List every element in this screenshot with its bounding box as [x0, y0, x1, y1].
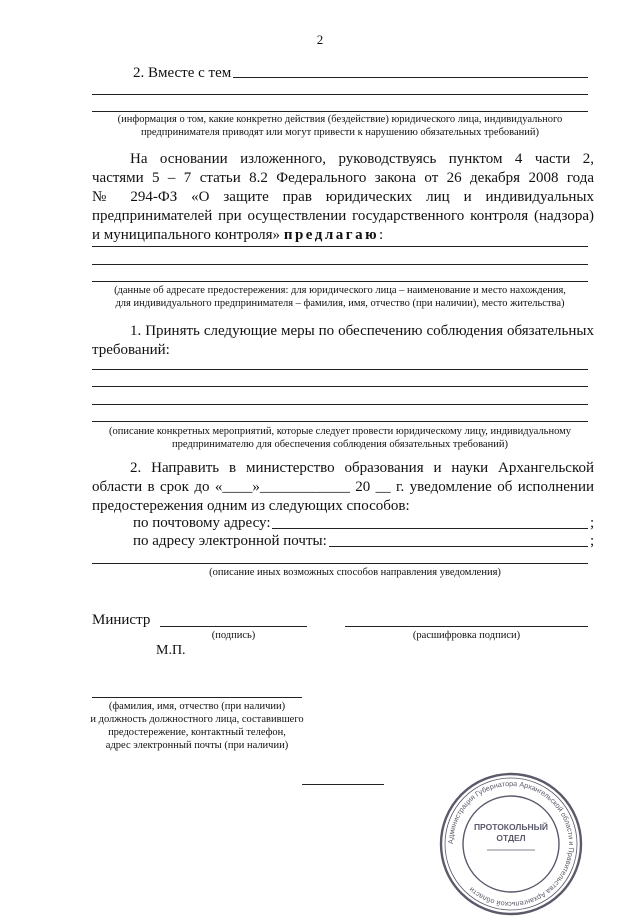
stamp-outer-ring — [441, 774, 581, 914]
stamp-center-line2: ОТДЕЛ — [496, 833, 526, 843]
fill-line — [92, 264, 588, 265]
fill-line — [92, 404, 588, 405]
fill-line — [233, 77, 588, 78]
seal-place: М.П. — [156, 643, 186, 658]
fill-line — [92, 246, 588, 247]
stamp-ring-text: Администрация Губернатора Архангельской области и Правительства Архангельской области — [445, 778, 577, 910]
email-semicolon: ; — [590, 533, 595, 549]
basis-paragraph: На основании изложенного, руководствуясь пунктом 4 части 2, частями 5 – 7 статьи 8.2 Федерального закона от 26 декабря 2008 года № 294-ФЗ «О защите прав юридических лиц и индивидуальных предпринимателей при осуществлении государственного контроля (надзора) и муниципального контроля» предлагаю: — [92, 151, 594, 243]
fill-line — [92, 697, 302, 698]
proposal-word: предлагаю — [283, 227, 380, 243]
postal-label: по почтовому адресу: — [133, 515, 271, 531]
author-caption: (фамилия, имя, отчество (при наличии) и должность должностного лица, составившего предостережение, контактный телефон, адрес электронный почты (при наличии) — [90, 701, 304, 751]
measures-caption: (описание конкретных мероприятий, которые следует провести юридическому лицу, индивидуальному предпринимателю для обеспечения соблюдения обязательных требований) — [108, 426, 572, 450]
fill-line — [92, 111, 588, 112]
fill-line — [92, 386, 588, 387]
field-caption: (информация о том, какие конкретно действия (бездействие) юридического лица, индивидуального предпринимателя приводят или могут привести к нарушению обязательных требований) — [117, 114, 563, 138]
protocol-stamp — [437, 770, 585, 918]
decode-line — [345, 626, 588, 627]
sign-caption: (подпись) — [211, 630, 256, 641]
decode-caption: (расшифровка подписи) — [412, 630, 521, 641]
stamp-center-line1: ПРОТОКОЛЬНЫЙ — [473, 822, 549, 832]
email-label: по адресу электронной почты: — [133, 533, 327, 549]
stamp-inner-ring — [463, 796, 559, 892]
item1-text: 1. Принять следующие меры по обеспечению соблюдения обязательных требований: — [92, 323, 594, 358]
minister-title: Министр — [92, 612, 151, 628]
short-line — [302, 784, 384, 785]
signature-line — [160, 626, 307, 627]
stamp-graphic — [437, 770, 585, 918]
addressee-caption: (данные об адресате предостережения: для юридического лица – наименование и место нахождения, для индивидуального предпринимателя – фамилия, имя, отчество (при наличии), место жительства) — [114, 285, 566, 309]
section2-lead: 2. Вместе с тем — [133, 65, 232, 81]
fill-line — [92, 421, 588, 422]
page-number: 2 — [316, 32, 324, 47]
other-methods-caption: (описание иных возможных способов направления уведомления) — [209, 567, 501, 578]
fill-line — [92, 563, 588, 564]
fill-line — [92, 94, 588, 95]
fill-line — [92, 281, 588, 282]
fill-line — [272, 528, 588, 529]
fill-line — [92, 369, 588, 370]
item2-text: 2. Направить в министерство образования и науки Архангельской области в срок до «____»____________ 20 __ г. уведомление об исполнении предостережения одним из следующих способов: — [92, 460, 594, 514]
fill-line — [329, 546, 588, 547]
postal-semicolon: ; — [590, 515, 595, 531]
